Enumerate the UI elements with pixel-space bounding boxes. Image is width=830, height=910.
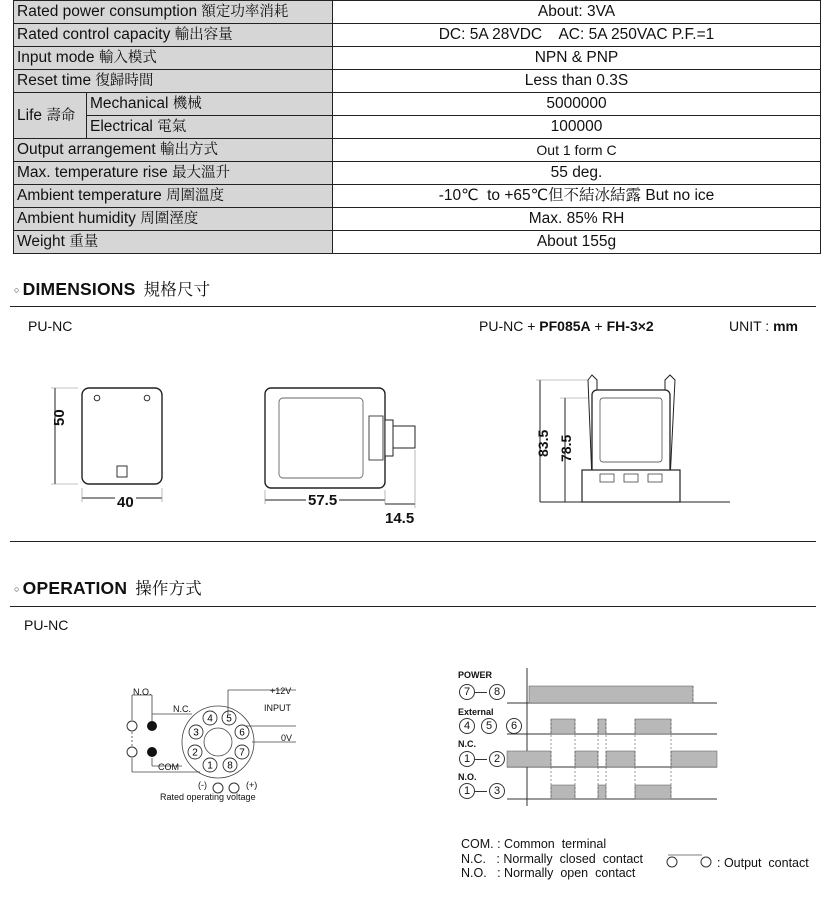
spec-label: Rated power consumption	[17, 3, 198, 20]
pin-number: 8	[227, 760, 233, 772]
operation-title-cjk: 操作方式	[135, 579, 202, 598]
spec-value: Out 1 form C	[333, 139, 821, 162]
table-row	[14, 162, 821, 185]
relay-front-body	[82, 388, 162, 484]
socket-outline	[182, 706, 254, 778]
dim-pin: 14.5	[385, 510, 415, 527]
dim-width: 40	[117, 494, 134, 511]
timing-pin-badge: 8	[489, 684, 505, 700]
divider	[10, 541, 816, 542]
timing-pin-badge: 3	[489, 783, 505, 799]
legend-com: COM. : Common terminal	[461, 837, 607, 851]
spec-table	[13, 0, 821, 254]
relay-in-socket	[592, 390, 670, 482]
timing-pin-badge: 6	[506, 718, 522, 734]
spec-label-cjk: 復歸時間	[95, 73, 154, 89]
timing-power-label: POWER	[458, 670, 493, 680]
wiring-diagram	[120, 680, 310, 810]
dim-height	[51, 409, 68, 426]
bullet-icon: ○	[14, 285, 20, 296]
wiring-no-label: N.O.	[133, 687, 152, 697]
spec-label: Reset time	[17, 72, 92, 89]
dim-total-height-value: 83.5	[535, 429, 551, 457]
spec-label: Ambient temperature	[17, 187, 162, 204]
pin-connector	[475, 759, 487, 760]
spec-value: 55 deg.	[333, 162, 821, 185]
socket-base	[582, 470, 680, 502]
wiring-nc-label: N.C.	[173, 704, 191, 714]
output-contact-symbol	[662, 852, 717, 872]
timing-pin-badge: 1	[459, 783, 475, 799]
spec-group-label: Life	[17, 106, 42, 124]
wiring-rated-label: Rated operating voltage	[160, 792, 256, 802]
relay-pin	[393, 426, 415, 448]
nc-state	[575, 751, 598, 767]
pin-number: 6	[239, 727, 245, 739]
spec-label: Max. temperature rise	[17, 164, 168, 181]
spec-label-cjk: 電氣	[157, 119, 187, 135]
spec-label: Electrical	[90, 118, 153, 135]
spec-label-cjk: 輸出方式	[160, 142, 219, 158]
pin-number: 7	[239, 747, 245, 759]
life-group-label	[14, 93, 87, 139]
spec-label-cjk: 輸出容量	[174, 27, 233, 43]
table-row	[14, 208, 821, 231]
spec-label-cjk: 輸入模式	[98, 50, 157, 66]
table-row	[14, 93, 821, 116]
external-pulse	[635, 719, 671, 734]
model-label-left: PU-NC	[28, 318, 73, 334]
external-pulse	[551, 719, 575, 734]
timing-pin-badge: 5	[481, 718, 497, 734]
unit-text: UNIT :	[729, 318, 774, 334]
model-label-right	[479, 318, 654, 334]
operation-model-label: PU-NC	[24, 617, 69, 633]
spec-label: Weight	[17, 233, 65, 250]
spec-value: About: 3VA	[333, 1, 821, 24]
spec-label: Output arrangement	[17, 141, 156, 158]
dim-depth: 57.5	[308, 492, 338, 509]
legend-no: N.O. : Normally open contact	[461, 866, 636, 880]
timing-pin-badge: 4	[459, 718, 475, 734]
wiring-com-label: COM	[158, 762, 179, 772]
dim-height-value: 50	[51, 409, 68, 426]
wiring-12v-label: +12V	[270, 686, 292, 696]
legend-nc: N.C. : Normally closed contact	[461, 851, 644, 866]
dimensions-heading	[14, 276, 210, 300]
socket-pins	[188, 711, 249, 772]
spec-label-cjk: 額定功率消耗	[201, 4, 289, 20]
pin-number: 5	[226, 713, 232, 725]
operation-title: OPERATION	[22, 578, 128, 598]
no-state	[551, 785, 575, 799]
spec-label-cjk: 重量	[69, 234, 99, 250]
nc-state	[507, 751, 551, 767]
contact-terminal	[127, 721, 137, 731]
spec-value: -10℃ to +65℃但不結冰結露 But no ice	[333, 185, 821, 208]
timing-pin-badge: 2	[489, 751, 505, 767]
no-state	[598, 785, 606, 799]
divider	[10, 606, 816, 607]
timing-no-label: N.O.	[458, 772, 477, 782]
table-row	[14, 116, 821, 139]
spec-label-cjk: 機械	[172, 96, 202, 112]
model-right-prefix: PU-NC +	[479, 318, 540, 334]
timing-pin-badge: 7	[459, 684, 475, 700]
timing-pin-badge: 1	[459, 751, 475, 767]
pin-connector	[475, 692, 487, 693]
table-row	[14, 70, 821, 93]
table-row	[14, 231, 821, 254]
pin-number: 4	[207, 713, 213, 725]
legend	[461, 837, 643, 881]
power-on-pulse	[529, 686, 693, 703]
timing-external-label: External	[458, 707, 494, 717]
table-row	[14, 139, 821, 162]
spec-value: 5000000	[333, 93, 821, 116]
dimensions-title-cjk: 規格尺寸	[143, 280, 211, 299]
spec-label: Ambient humidity	[17, 210, 136, 227]
divider	[10, 306, 816, 307]
dim-total-height	[535, 430, 551, 457]
spec-label: Input mode	[17, 49, 95, 66]
contact-terminal	[147, 721, 157, 731]
table-row	[14, 1, 821, 24]
contact-terminal	[147, 747, 157, 757]
spec-label: Rated control capacity	[17, 26, 171, 43]
model-part-bracket: FH-3×2	[606, 318, 654, 334]
pin-number: 3	[193, 727, 199, 739]
spec-label-cjk: 周圍溫度	[166, 188, 225, 204]
pin-number: 1	[207, 760, 213, 772]
wiring-input-label: INPUT	[264, 703, 291, 713]
spec-value: Max. 85% RH	[333, 208, 821, 231]
wiring-0v-label: 0V	[281, 733, 293, 743]
table-row	[14, 47, 821, 70]
spec-label-cjk: 最大溫升	[172, 165, 231, 181]
nc-state	[606, 751, 635, 767]
spec-group-label-cjk: 壽命	[46, 107, 76, 124]
pin-connector	[475, 791, 487, 792]
relay-side-body	[265, 388, 385, 488]
dimensions-title: DIMENSIONS	[22, 279, 136, 299]
spec-value: Less than 0.3S	[333, 70, 821, 93]
spec-value: NPN & PNP	[333, 47, 821, 70]
spec-value: DC: 5A 28VDC AC: 5A 250VAC P.F.=1	[333, 24, 821, 47]
model-part-socket: PF085A	[539, 318, 591, 334]
unit-value: mm	[773, 318, 798, 334]
pin-number: 2	[192, 747, 198, 759]
external-pulse	[598, 719, 606, 734]
contact-terminal	[127, 747, 137, 757]
timing-nc-label: N.C.	[458, 739, 476, 749]
no-state	[635, 785, 671, 799]
spec-value: 100000	[333, 116, 821, 139]
dim-body-height-value: 78.5	[558, 434, 574, 462]
wiring-neg-label: (-)	[198, 780, 207, 790]
wiring-pos-label: (+)	[246, 780, 258, 790]
spec-label: Mechanical	[90, 95, 169, 112]
table-row	[14, 24, 821, 47]
spec-label-cjk: 周圍溼度	[140, 211, 199, 227]
bullet-icon: ○	[14, 584, 20, 595]
model-part-plus: +	[590, 318, 607, 334]
operation-heading	[14, 575, 202, 599]
table-row	[14, 185, 821, 208]
dim-body-height	[558, 435, 574, 462]
nc-state	[671, 751, 717, 767]
legend-output: : Output contact	[717, 856, 809, 870]
unit-label	[729, 318, 798, 334]
side-view-drawing	[255, 380, 430, 520]
spec-value: About 155g	[333, 231, 821, 254]
